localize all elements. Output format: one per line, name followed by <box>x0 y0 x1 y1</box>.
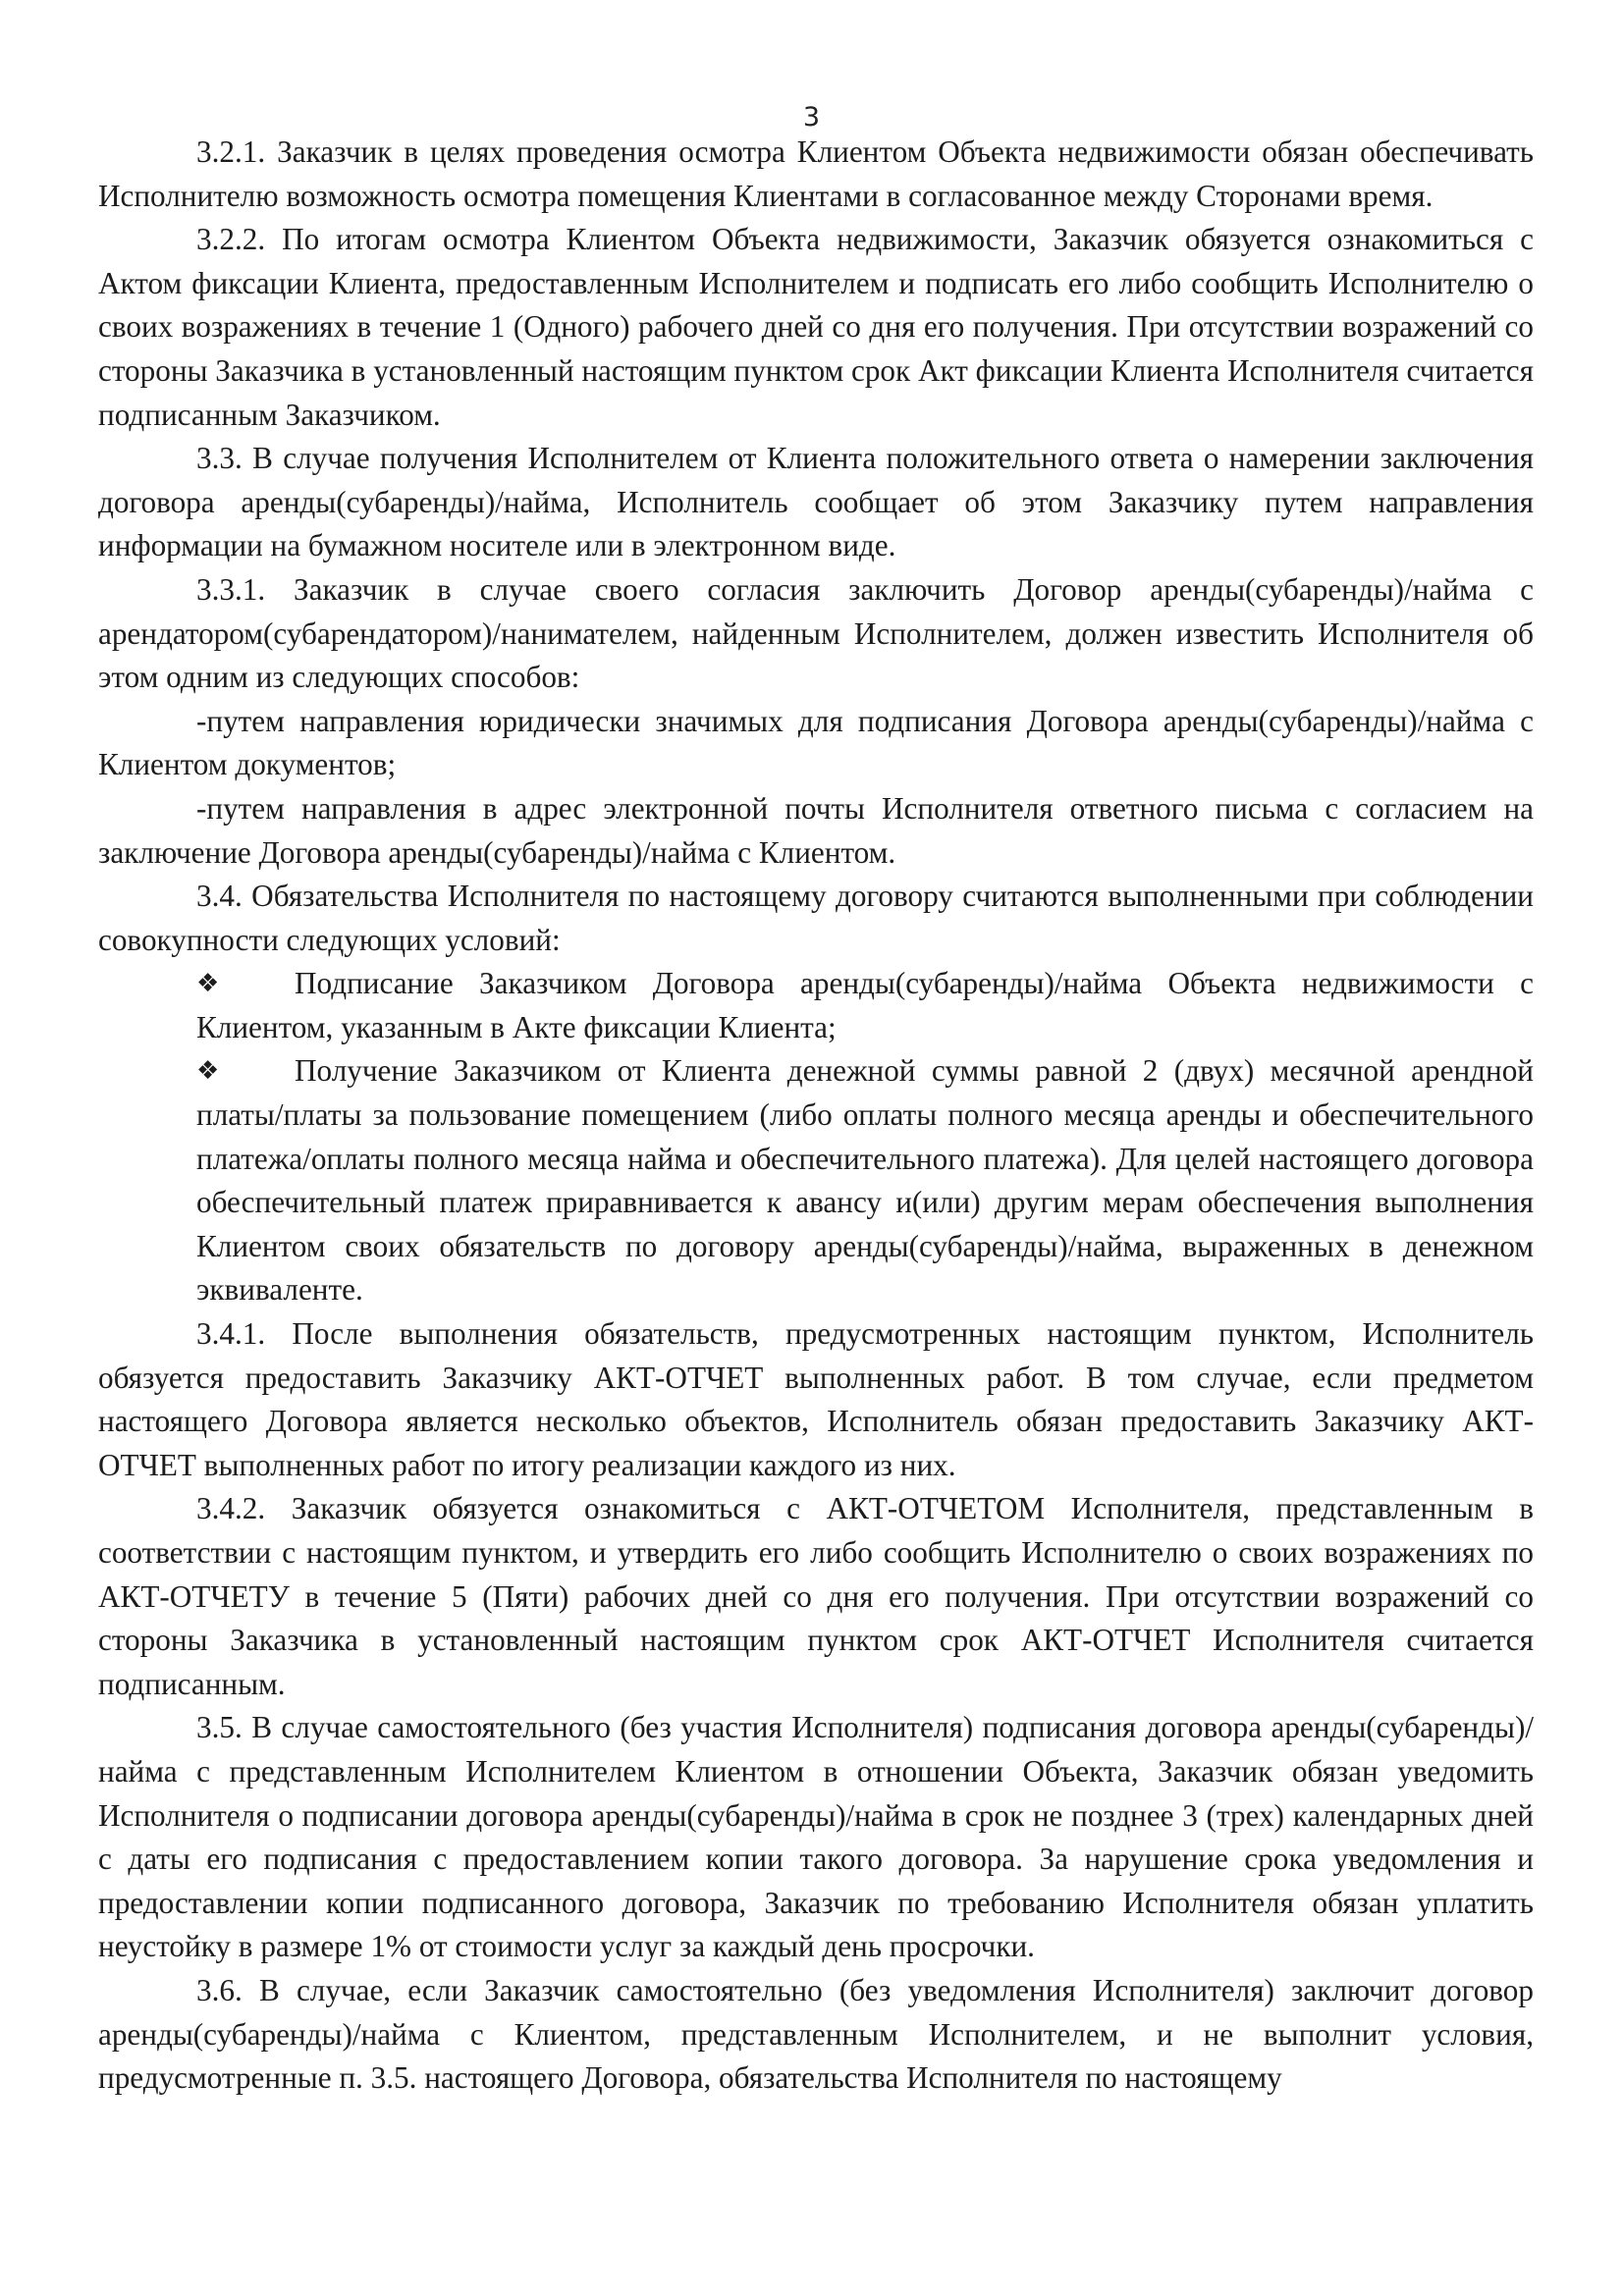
paragraph-3-2-1: 3.2.1. Заказчик в целях проведения осмотра Клиентом Объекта недвижимости обязан обеспечивать Исполнителю возможность осмотра помещения Клиентами в согласованное между Сторонами время. <box>98 134 1534 213</box>
bullet-text: Получение Заказчиком от Клиента денежной суммы равной 2 (двух) месячной арендной платы/платы за пользование помещением (либо оплаты полного месяца аренды и обеспечительного платежа/оплаты полного месяца найма и обеспечительного платежа). Для целей настоящего договора обеспечительный платеж приравнивается к авансу и(или) другим мерам обеспечения выполнения Клиентом своих обязательств по договору аренды(субаренды)/найма, выраженных в денежном эквиваленте. <box>196 1053 1534 1308</box>
paragraph-3-3: 3.3. В случае получения Исполнителем от Клиента положительного ответа о намерении заключения договора аренды(субаренды)/найма, Исполнитель сообщает об этом Заказчику путем направления информации на бумажном носителе или в электронном виде. <box>98 441 1534 563</box>
paragraph-3-4-1: 3.4.1. После выполнения обязательств, предусмотренных настоящим пунктом, Исполнитель обязуется предоставить Заказчику АКТ-ОТЧЕТ выполненных работ. В том случае, если предметом настоящего Договора является несколько объектов, Исполнитель обязан предоставить Заказчику АКТ-ОТЧЕТ выполненных работ по итогу реализации каждого из них. <box>98 1316 1534 1482</box>
paragraph-3-4: 3.4. Обязательства Исполнителя по настоящему договору считаются выполненными при соблюдении совокупности следующих условий: <box>98 879 1534 957</box>
list-item <box>98 962 1534 1049</box>
paragraph-method-1: -путем направления юридически значимых для подписания Договора аренды(субаренды)/найма с Клиентом документов; <box>98 703 1534 782</box>
list-item <box>98 1049 1534 1312</box>
diamond-bullet-icon: ❖ <box>196 969 220 999</box>
paragraph-3-6: 3.6. В случае, если Заказчик самостоятельно (без уведомления Исполнителя) заключит договор аренды(субаренды)/найма с Клиентом, представленным Исполнителем, и не выполнит условия, предусмотренные п. 3.5. настоящего Договора, обязательства Исполнителя по настоящему <box>98 1972 1534 2096</box>
page-number: 3 <box>802 102 821 133</box>
conditions-list <box>98 962 1534 1312</box>
document-body <box>98 131 1534 2101</box>
paragraph-3-5: 3.5. В случае самостоятельного (без участия Исполнителя) подписания договора аренды(субаренды)/найма с представленным Исполнителем Клиентом в отношении Объекта, Заказчик обязан уведомить Исполнителя о подписании договора аренды(субаренды)/найма в срок не позднее 3 (трех) календарных дней с даты его подписания с предоставлением копии такого договора. За нарушение срока уведомления и предоставлении копии подписанного договора, Заказчик по требованию Исполнителя обязан уплатить неустойку в размере 1% от стоимости услуг за каждый день просрочки. <box>98 1710 1534 1964</box>
diamond-bullet-icon: ❖ <box>196 1056 220 1087</box>
bullet-text: Подписание Заказчиком Договора аренды(субаренды)/найма Объекта недвижимости с Клиентом, указанным в Акте фиксации Клиента; <box>196 966 1534 1044</box>
paragraph-3-3-1: 3.3.1. Заказчик в случае своего согласия заключить Договор аренды(субаренды)/найма с арендатором(субарендатором)/нанимателем, найденным Исполнителем, должен известить Исполнителя об этом одним из следующих способов: <box>98 571 1534 695</box>
paragraph-3-2-2: 3.2.2. По итогам осмотра Клиентом Объекта недвижимости, Заказчик обязуется ознакомиться с Актом фиксации Клиента, предоставленным Исполнителем и подписать его либо сообщить Исполнителю о своих возражениях в течение 1 (Одного) рабочего дней со дня его получения. При отсутствии возражений со стороны Заказчика в установленный настоящим пунктом срок Акт фиксации Клиента Исполнителя считается подписанным Заказчиком. <box>98 222 1534 432</box>
paragraph-method-2: -путем направления в адрес электронной почты Исполнителя ответного письма с согласием на заключение Договора аренды(субаренды)/найма с Клиентом. <box>98 790 1534 870</box>
paragraph-3-4-2: 3.4.2. Заказчик обязуется ознакомиться с АКТ-ОТЧЕТОМ Исполнителя, представленным в соответствии с настоящим пунктом, и утвердить его либо сообщить Исполнителю о своих возражениях по АКТ-ОТЧЕТУ в течение 5 (Пяти) рабочих дней со дня его получения. При отсутствии возражений со стороны Заказчика в установленный настоящим пунктом срок АКТ-ОТЧЕТ Исполнителя считается подписанным. <box>98 1491 1534 1701</box>
